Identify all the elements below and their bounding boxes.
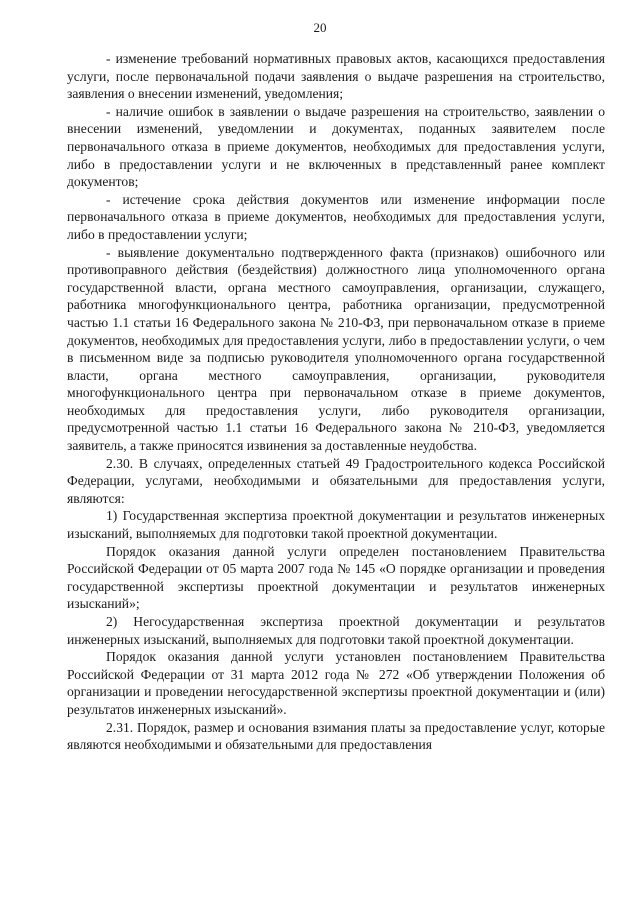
paragraph: 2) Негосударственная экспертиза проектной документации и результатов инженерных изысканий, выполняемых для подготовки такой проектной документации.: [67, 614, 605, 647]
paragraph: - выявление документально подтвержденного факта (признаков) ошибочного или противоправного действия (бездействия) должностного лица уполномоченного органа государственной власти, органа местного самоуправления, организации, служащего, работника многофункционального центра, работника организации, предусмотренной частью 1.1 статьи 16 Федерального закона № 210-ФЗ, при первоначальном отказе в приеме документов, необходимых для предоставления услуги, либо в предоставлении услуги, о чем в письменном виде за подписью руководителя уполномоченного органа государственной власти, органа местного самоуправления, организации, руководителя многофункционального центра при первоначальном отказе в приеме документов, необходимых для предоставления услуги, либо руководителя организации, предусмотренной частью 1.1 статьи 16 Федерального закона № 210-ФЗ, уведомляется заявитель, а также приносятся извинения за доставленные неудобства.: [67, 244, 605, 454]
paragraph: - истечение срока действия документов или изменение информации после первоначального отказа в приеме документов, необходимых для предоставления услуги, либо в предоставлении услуги;: [67, 191, 605, 242]
paragraph: - наличие ошибок в заявлении о выдаче разрешения на строительство, заявлении о внесении изменений, уведомлении и документах, поданных заявителем после первоначального отказа в приеме документов, необходимых для предоставления услуги, либо в предоставлении услуги и не включенных в представленный ранее комплект документов;: [67, 103, 605, 190]
paragraph: - изменение требований нормативных правовых актов, касающихся предоставления услуги, после первоначальной подачи заявления о выдаче разрешения на строительство, заявления о внесении изменений, уведомления;: [67, 51, 605, 102]
page-number: 20: [313, 20, 327, 35]
paragraph: 2.31. Порядок, размер и основания взимания платы за предоставление услуг, которые являются необходимыми и обязательными для предоставления: [67, 719, 605, 753]
document-body: [67, 50, 605, 754]
paragraph: Порядок оказания данной услуги установлен постановлением Правительства Российской Федерации от 31 марта 2012 года № 272 «Об утверждении Положения об организации и проведении негосударственной экспертизы проектной документации и (или) результатов инженерных изысканий».: [67, 649, 605, 717]
paragraph: 1) Государственная экспертиза проектной документации и результатов инженерных изысканий, выполняемых для подготовки такой проектной документации.: [67, 508, 605, 542]
paragraph: Порядок оказания данной услуги определен постановлением Правительства Российской Федерации от 05 марта 2007 года № 145 «О порядке организации и проведения государственной экспертизы проектной документации и результатов инженерных изысканий»;: [67, 543, 605, 612]
paragraph: 2.30. В случаях, определенных статьей 49 Градостроительного кодекса Российской Федерации, услугами, необходимыми и обязательными для предоставления услуги, являются:: [67, 455, 605, 506]
